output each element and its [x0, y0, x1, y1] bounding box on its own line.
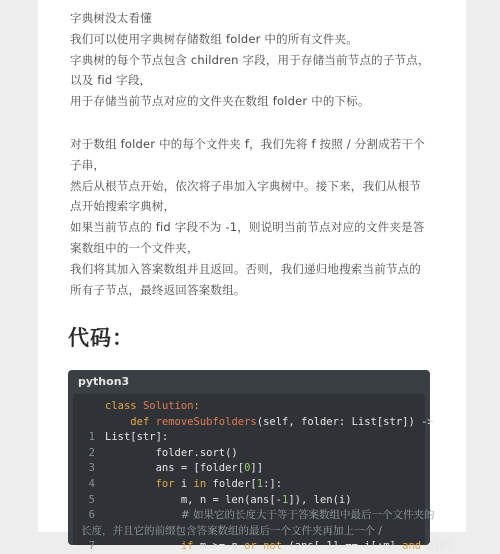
line-number: 1 [88, 431, 95, 444]
line-number: 4 [88, 478, 95, 490]
code-token [105, 478, 156, 490]
code-token [105, 509, 181, 521]
text-line: 我们可以使用字典树存储数组 folder 中的所有文件夹。 [70, 31, 358, 46]
text-line: 所有子节点，最终返回答案数组。 [70, 282, 246, 297]
text-line: 用于存储当前节点对应的文件夹在数组 folder 中的下标。 [70, 94, 370, 109]
code-body[interactable] [73, 394, 453, 553]
code-line [73, 476, 425, 492]
article-page [38, 0, 466, 553]
code-token: Solution [142, 400, 194, 412]
code-token: 1 [256, 478, 264, 490]
code-line [73, 398, 425, 414]
code-line [73, 507, 435, 523]
code-line [73, 414, 434, 430]
text-line: 字典树没太看懂 [70, 11, 152, 25]
line-number: 6 [88, 509, 95, 522]
text-line: 以及 fid 字段， [70, 73, 152, 88]
code-text [105, 476, 282, 492]
code-token: i[m] [421, 540, 453, 553]
code-line [73, 492, 425, 508]
line-number: 5 [88, 493, 95, 506]
code-token: :]: [263, 478, 283, 490]
intro-paragraph [70, 8, 440, 112]
code-token: or [244, 540, 257, 553]
text-line: 对于数组 folder 中的每个文件夹 f，我们先将 f 按照 / 分割成若干个 [70, 137, 425, 151]
line-number: 2 [88, 446, 95, 459]
text-line: 然后从根节点开始，依次将子串加入字典树中。接下来，我们从根节 [70, 178, 421, 193]
code-token: in [193, 478, 207, 490]
text-line: 字典树的每个节点包含 children 字段，用于存储当前节点的子节点， [70, 52, 430, 67]
text-line: 案数组中的一个文件夹， [70, 240, 199, 255]
code-text [105, 414, 434, 430]
code-token: m >= n [193, 540, 245, 553]
text-line: 如果当前节点的 fid 字段不为 -1，则说明当前节点对应的文件夹是答 [70, 220, 425, 235]
code-line [73, 429, 425, 445]
code-token: and [402, 540, 422, 553]
code-text [105, 538, 453, 554]
code-heading: 代码： [68, 326, 134, 350]
code-token: def [130, 415, 150, 428]
line-number: 7 [88, 540, 95, 553]
code-token: folder[ [206, 478, 257, 490]
code-token [105, 416, 130, 428]
code-text [105, 507, 435, 523]
code-token: 0 [244, 462, 251, 475]
code-block [68, 370, 453, 553]
code-token: removeSubfolders [155, 415, 257, 428]
code-token [105, 540, 181, 552]
code-token: # 如果它的长度大于等于答案数组中最后一个文件夹的 [180, 509, 435, 522]
code-token: ans = [folder[ [105, 462, 245, 475]
code-token: if [180, 540, 194, 553]
code-token: ]] [250, 462, 264, 475]
code-language-label: python3 [78, 375, 130, 388]
code-token: folder.sort() [105, 446, 238, 459]
code-token: class [105, 400, 137, 412]
code-token: i [174, 478, 194, 490]
code-token: (ans[-1] == i[:m] [282, 540, 403, 553]
code-token: for [155, 478, 175, 490]
code-token: 1 [282, 493, 289, 506]
code-token: not [263, 540, 283, 553]
line-number: 3 [88, 462, 95, 475]
code-line [73, 445, 425, 461]
code-text [105, 398, 200, 414]
code-text [105, 445, 238, 461]
code-text [81, 523, 382, 539]
code-line [73, 523, 425, 539]
code-token: m, n = len(ans[- [105, 493, 283, 506]
code-token: ]), len(i) [288, 493, 352, 506]
code-text [105, 429, 168, 445]
code-line [73, 538, 453, 554]
text-line: 我们将其加入答案数组并且返回。否则，我们递归地搜索当前节点的 [70, 261, 421, 276]
code-text [105, 460, 263, 476]
text-line: 子串， [70, 157, 106, 172]
code-token: (self, folder: List[str]) -> [256, 415, 434, 428]
code-token: 长度，并且它的前缀包含答案数组的最后一个文件夹再加上一个 / [81, 524, 382, 537]
code-line [73, 460, 425, 476]
code-token: List[str]: [105, 431, 169, 444]
text-line: 点开始搜索字典树， [70, 199, 176, 214]
code-text [105, 492, 352, 508]
code-token: : [193, 400, 200, 412]
explanation-paragraph [70, 134, 440, 300]
